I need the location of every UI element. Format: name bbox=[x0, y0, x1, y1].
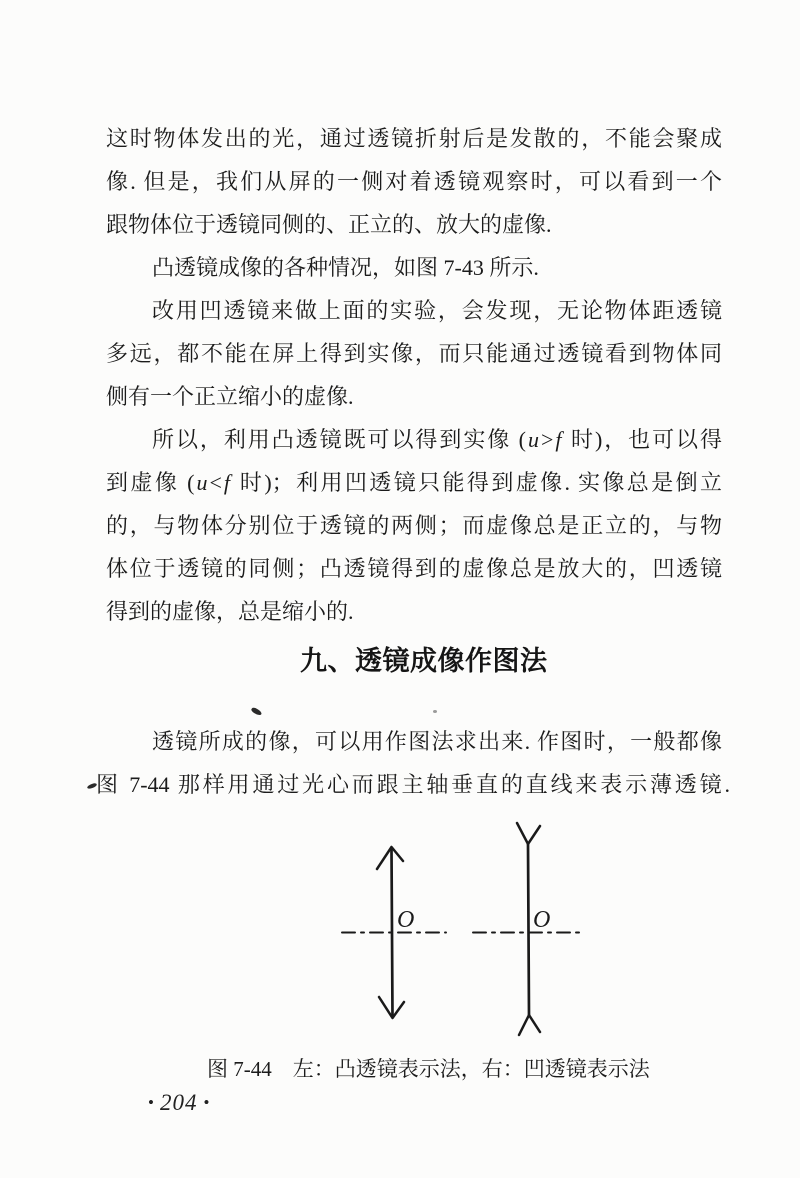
right-optical-center-label: O bbox=[533, 907, 551, 933]
left-optical-center-label: O bbox=[397, 907, 415, 933]
page-number bbox=[148, 1088, 209, 1118]
body-paragraphs-upper bbox=[106, 117, 722, 633]
text-line bbox=[96, 763, 730, 806]
text-run: 体位于透镜的同侧；凸透镜得到的虚像总是放大的，凹透镜 bbox=[106, 556, 722, 581]
page-number-value: 204 bbox=[159, 1090, 198, 1115]
math-variable: f bbox=[223, 470, 231, 495]
text-run: < bbox=[209, 470, 222, 495]
text-line bbox=[106, 504, 722, 547]
text-line bbox=[106, 160, 722, 203]
text-line bbox=[106, 461, 722, 504]
convex-lens-symbol bbox=[342, 847, 446, 1018]
text-run: > bbox=[541, 427, 554, 452]
math-variable: u bbox=[528, 427, 539, 452]
text-run: 透镜所成的像，可以用作图法求出来. 作图时，一般都像 bbox=[152, 729, 722, 754]
text-line bbox=[106, 289, 722, 332]
text-run: 多远，都不能在屏上得到实像，而只能通过透镜看到物体同 bbox=[106, 341, 722, 366]
ink-speck bbox=[251, 706, 263, 716]
page-number-right-dot: • bbox=[203, 1093, 210, 1112]
text-line bbox=[106, 375, 722, 418]
text-run: 到虚像 ( bbox=[106, 470, 195, 495]
top-y-ends-icon bbox=[517, 823, 540, 844]
body-paragraphs-lower bbox=[96, 720, 730, 806]
concave-lens-line bbox=[528, 844, 529, 1015]
text-line bbox=[106, 117, 722, 160]
text-line bbox=[106, 547, 722, 590]
text-line bbox=[106, 203, 722, 246]
text-run: 时)；利用凹透镜只能得到虚像. 实像总是倒立 bbox=[232, 470, 723, 495]
math-variable: f bbox=[555, 427, 562, 452]
text-line bbox=[106, 418, 722, 461]
bottom-y-ends-icon bbox=[519, 1015, 540, 1035]
figure-caption: 图 7-44 左：凸透镜表示法，右：凹透镜表示法 bbox=[207, 1057, 650, 1081]
section-heading: 九、透镜成像作图法 bbox=[300, 646, 548, 676]
text-run: 凸透镜成像的各种情况，如图 7-43 所示. bbox=[152, 255, 539, 280]
text-line bbox=[106, 246, 722, 289]
page-number-left-dot: • bbox=[148, 1093, 154, 1112]
text-run: 这时物体发出的光，通过透镜折射后是发散的，不能会聚成 bbox=[106, 126, 722, 151]
text-run: 跟物体位于透镜同侧的、正立的、放大的虚像. bbox=[106, 212, 552, 237]
ink-speck bbox=[433, 710, 437, 713]
text-line bbox=[106, 590, 722, 633]
concave-lens-symbol bbox=[473, 823, 582, 1035]
text-run: 侧有一个正立缩小的虚像. bbox=[106, 384, 354, 409]
figure-7-44-lens-diagram bbox=[320, 815, 600, 1050]
text-run: 像. 但是，我们从屏的一侧对着透镜观察时，可以看到一个 bbox=[106, 169, 722, 194]
text-run: 得到的虚像，总是缩小的. bbox=[106, 599, 354, 624]
text-run: 时)，也可以得 bbox=[563, 427, 723, 452]
text-run: 的，与物体分别位于透镜的两侧；而虚像总是正立的，与物 bbox=[106, 513, 722, 538]
text-line bbox=[106, 720, 722, 763]
up-arrowhead-icon bbox=[377, 847, 403, 869]
text-run: 所以，利用凸透镜既可以得到实像 ( bbox=[152, 427, 526, 452]
text-run: 图 7-44 那样用通过光心而跟主轴垂直的直线来表示薄透镜. bbox=[96, 772, 730, 797]
math-variable: u bbox=[196, 470, 208, 495]
text-run: 改用凹透镜来做上面的实验，会发现，无论物体距透镜 bbox=[152, 298, 722, 323]
text-line bbox=[106, 332, 722, 375]
